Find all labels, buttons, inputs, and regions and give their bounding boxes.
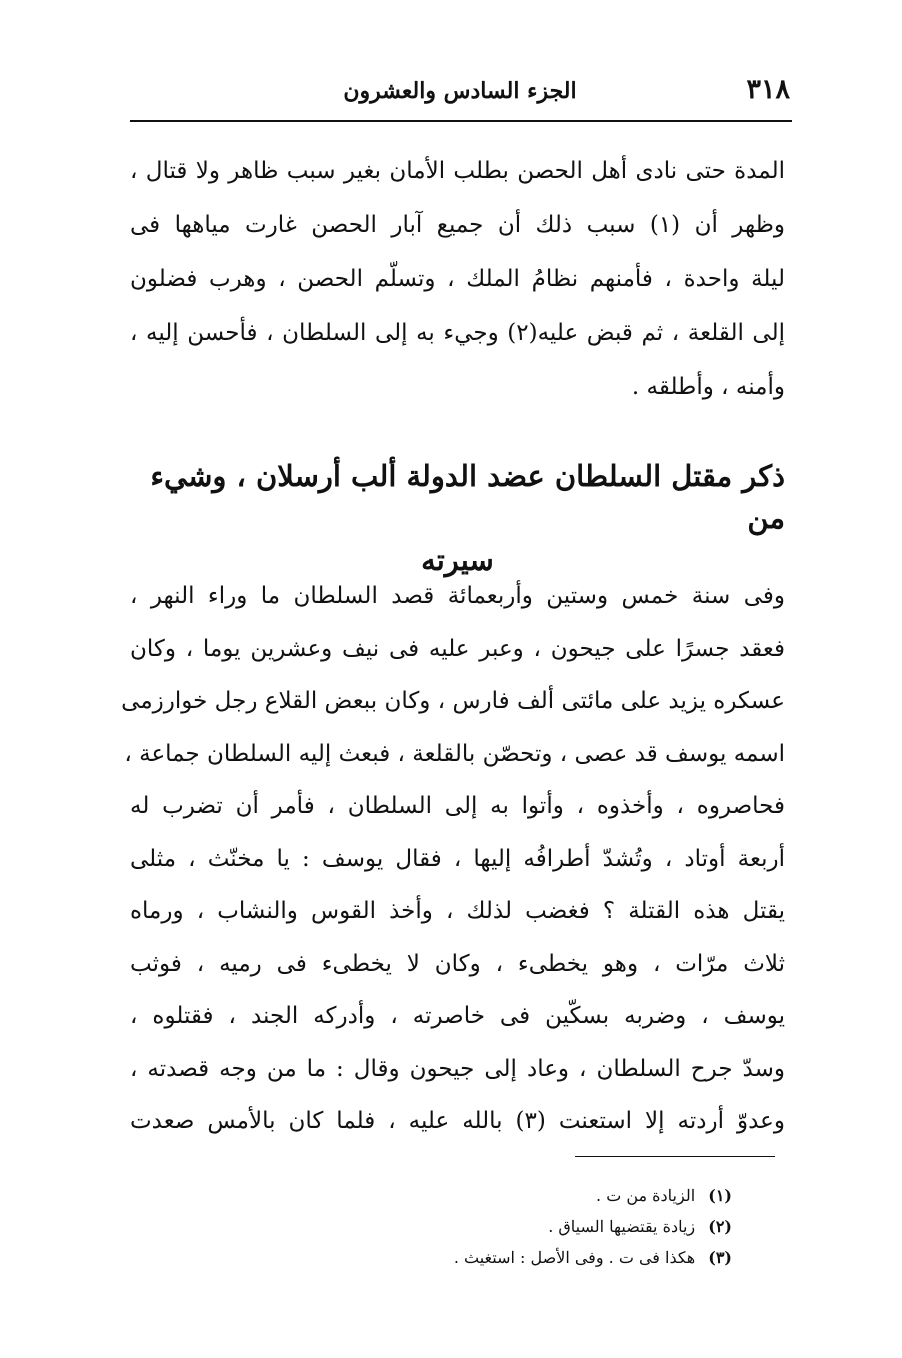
- footnote-number: (٣): [708, 1248, 732, 1267]
- footnote-text: الزيادة من ت .: [596, 1186, 696, 1205]
- footnote: [300, 1180, 732, 1211]
- footnote-number: (٢): [708, 1217, 732, 1236]
- text-line: فعقد جسرًا على جيحون ، وعبر عليه فى نيف وعشرين يوما ، وكان: [130, 635, 785, 662]
- text-line: اسمه يوسف قد عصى ، وتحصّن بالقلعة ، فبعث إليه السلطان جماعة ،: [124, 740, 785, 767]
- paragraph-main: [121, 570, 786, 1148]
- text-line: المدة حتى نادى أهل الحصن بطلب الأمان بغير سبب ظاهر ولا قتال ،: [130, 158, 785, 184]
- running-title: الجزء السادس والعشرون: [343, 78, 577, 104]
- text-line: ثلاث مرّات ، وهو يخطىء ، وكان لا يخطىء فى رميه ، فوثب: [130, 950, 785, 977]
- footnote-text: هكذا فى ت . وفى الأصل : استغيث .: [453, 1248, 696, 1267]
- footnote: [300, 1242, 732, 1273]
- page-number: ٣١٨: [746, 74, 790, 105]
- text-line: فحاصروه ، وأخذوه ، وأتوا به إلى السلطان ، فأمر أن تضرب له: [130, 793, 785, 819]
- text-line: يوسف ، وضربه بسكّين فى خاصرته ، وأدركه الجند ، فقتلوه ،: [130, 1003, 785, 1029]
- footnote-rule: [575, 1156, 775, 1157]
- footnote-number: (١): [708, 1186, 732, 1205]
- footnote: [300, 1211, 732, 1242]
- text-line: إلى القلعة ، ثم قبض عليه(٢) وجيء به إلى السلطان ، فأحسن إليه ،: [130, 320, 785, 346]
- text-line: عسكره يزيد على مائتى ألف فارس ، وكان ببعض القلاع رجل خوارزمى: [121, 688, 785, 714]
- text-line: وأمنه ، وأطلقه .: [631, 374, 785, 400]
- section-heading-line: سيرته: [421, 543, 494, 577]
- text-line: ليلة واحدة ، فأمنهم نظامُ الملك ، وتسلّم الحصن ، وهرب فضلون: [130, 266, 785, 292]
- text-line: أربعة أوتاد ، وتُشدّ أطرافُه إليها ، فقال يوسف : يا مخنّث ، مثلى: [130, 845, 785, 872]
- page-header: [130, 74, 790, 118]
- section-heading-line: ذكر مقتل السلطان عضد الدولة ألب أرسلان ، وشيء من: [150, 459, 785, 535]
- paragraph-continuation: [130, 144, 785, 414]
- section-heading: [130, 455, 785, 581]
- text-line: وسدّ جرح السلطان ، وعاد إلى جيحون وقال : ما من وجه قصدته ،: [130, 1055, 785, 1082]
- text-line: يقتل هذه القتلة ؟ فغضب لذلك ، وأخذ القوس والنشاب ، ورماه: [130, 898, 785, 924]
- text-line: وفى سنة خمس وستين وأربعمائة قصد السلطان ما وراء النهر ،: [130, 583, 785, 609]
- footnote-text: زيادة يقتضيها السياق .: [548, 1217, 696, 1236]
- text-line: وعدوّ أردته إلا استعنت (٣) بالله عليه ، فلما كان بالأمس صعدت: [130, 1108, 786, 1134]
- footnotes: [300, 1180, 732, 1273]
- header-rule: [130, 120, 792, 122]
- text-line: وظهر أن (١) سبب ذلك أن جميع آبار الحصن غارت مياهها فى: [130, 212, 785, 238]
